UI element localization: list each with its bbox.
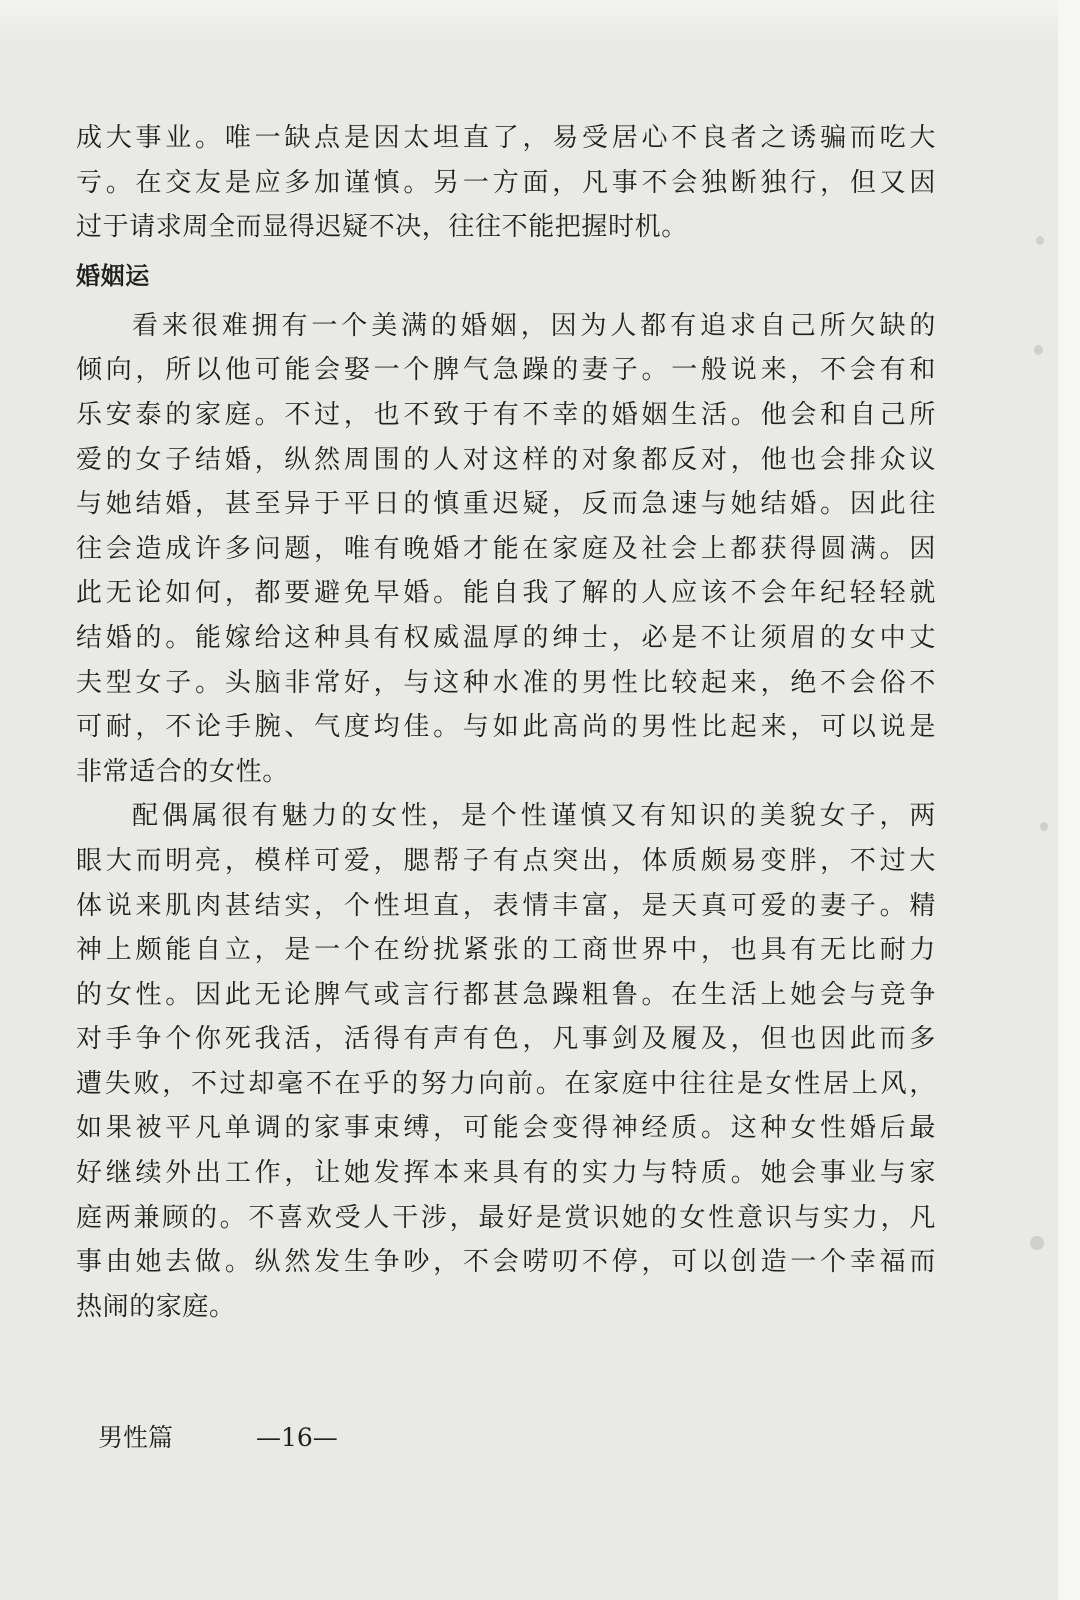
text-line: 非常适合的女性。 — [76, 756, 289, 787]
paper-speck — [1040, 822, 1048, 831]
text-line: 往会造成许多问题，唯有晚婚才能在家庭及社会上都获得圆满。因 — [76, 533, 936, 564]
text-line: 结婚的。能嫁给这种具有权威温厚的绅士，必是不让须眉的女中丈 — [76, 622, 936, 653]
text-line: 庭两兼顾的。不喜欢受人干涉，最好是赏识她的女性意识与实力，凡 — [76, 1202, 936, 1233]
text-line: 夫型女子。头脑非常好，与这种水准的男性比较起来，绝不会俗不 — [76, 667, 936, 698]
text-line: 神上颇能自立，是一个在纷扰紧张的工商世界中，也具有无比耐力 — [76, 935, 936, 966]
text-line: 看来很难拥有一个美满的婚姻，因为人都有追求自己所欠缺的 — [132, 310, 936, 341]
paragraph — [76, 304, 936, 795]
text-line: 可耐，不论手腕、气度均佳。与如此高尚的男性比起来，可以说是 — [76, 712, 936, 743]
text-line: 此无论如何，都要避免早婚。能自我了解的人应该不会年纪轻轻就 — [76, 578, 936, 609]
text-line: 对手争个你死我活，活得有声有色，凡事剑及履及，但也因此而多 — [76, 1024, 936, 1055]
text-line: 倾向，所以他可能会娶一个脾气急躁的妻子。一般说来，不会有和 — [76, 355, 936, 386]
text-line: 乐安泰的家庭。不过，也不致于有不幸的婚姻生活。他会和自己所 — [76, 399, 936, 430]
paper-speck — [1030, 1236, 1044, 1250]
text-line: 遭失败，不过却毫不在乎的努力向前。在家庭中往往是女性居上风， — [76, 1068, 936, 1099]
text-line: 配偶属很有魅力的女性，是个性谨慎又有知识的美貌女子，两 — [132, 801, 936, 832]
text-line: 过于请求周全而显得迟疑不决，往往不能把握时机。 — [76, 212, 688, 243]
body-text — [76, 116, 936, 1329]
section-heading: 婚姻运 — [76, 261, 150, 290]
paper-speck — [1034, 345, 1043, 355]
text-line: 爱的女子结婚，纵然周围的人对这样的对象都反对，他也会排众议 — [76, 444, 936, 475]
page-footer — [98, 1418, 338, 1454]
paper-speck — [1036, 236, 1044, 245]
paragraph — [76, 116, 936, 250]
page-number: —16— — [255, 1423, 338, 1452]
paragraph — [76, 794, 936, 1329]
text-line: 事由她去做。纵然发生争吵，不会唠叨不停，可以创造一个幸福而 — [76, 1247, 936, 1278]
text-line: 眼大而明亮，模样可爱，腮帮子有点突出，体质颇易变胖，不过大 — [76, 845, 936, 876]
text-line: 体说来肌肉甚结实，个性坦直，表情丰富，是天真可爱的妻子。精 — [76, 890, 936, 921]
text-line: 亏。在交友是应多加谨慎。另一方面，凡事不会独断独行，但又因 — [76, 167, 936, 198]
text-line: 的女性。因此无论脾气或言行都甚急躁粗鲁。在生活上她会与竞争 — [76, 979, 936, 1010]
text-line: 如果被平凡单调的家事束缚，可能会变得神经质。这种女性婚后最 — [76, 1113, 936, 1144]
text-line: 好继续外出工作，让她发挥本来具有的实力与特质。她会事业与家 — [76, 1158, 936, 1189]
text-line: 成大事业。唯一缺点是因太坦直了，易受居心不良者之诱骗而吃大 — [76, 123, 936, 153]
text-line: 热闹的家庭。 — [76, 1291, 236, 1322]
text-line: 与她结婚，甚至异于平日的慎重迟疑，反而急速与她结婚。因此往 — [76, 489, 936, 520]
footer-section-title: 男性篇 — [98, 1423, 174, 1452]
